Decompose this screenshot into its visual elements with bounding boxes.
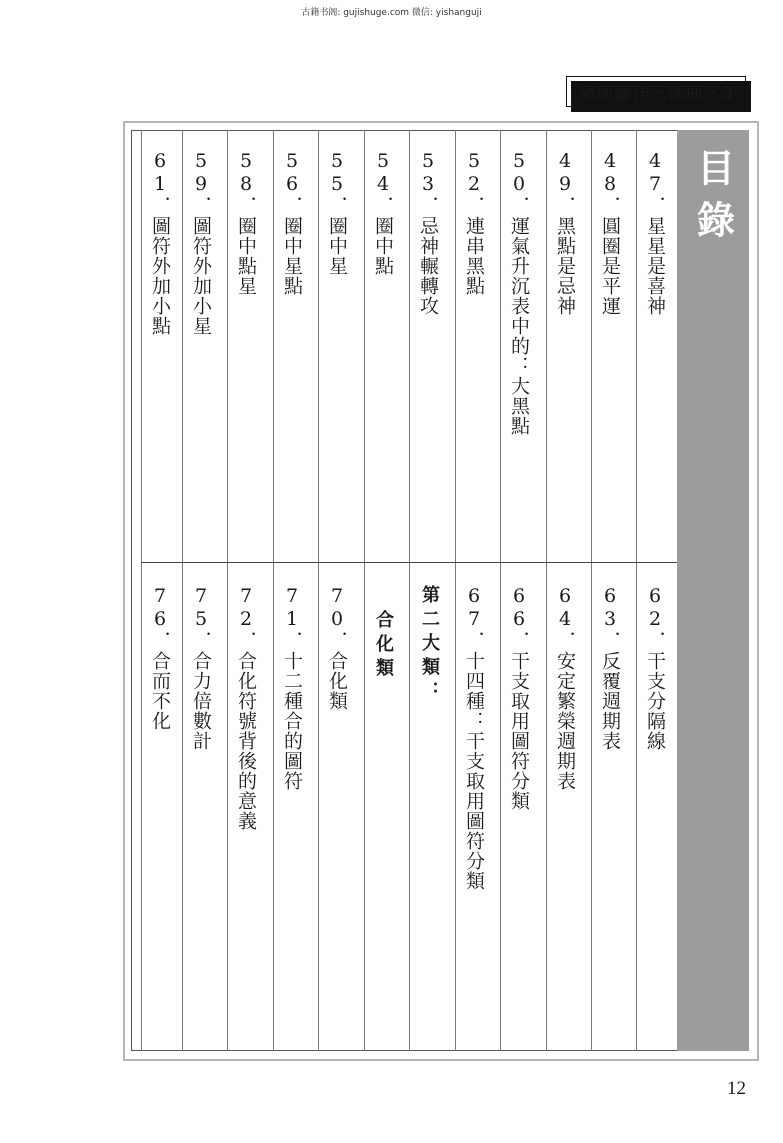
column-divider xyxy=(141,130,142,1051)
toc-entry[interactable]: 48．圓圈是平運 xyxy=(599,150,621,316)
toc-entry[interactable]: 67．十四種：干支取用圖符分類 xyxy=(463,585,485,891)
toc-entry[interactable]: 72．合化符號背後的意義 xyxy=(235,585,257,831)
column-divider xyxy=(546,130,547,1051)
toc-entry[interactable]: 58．圈中點星 xyxy=(235,150,257,296)
column-divider xyxy=(273,130,274,1051)
column-divider xyxy=(500,130,501,1051)
toc-entry[interactable]: 75．合力倍數計 xyxy=(190,585,212,751)
toc-entry[interactable]: 55．圈中星 xyxy=(326,150,348,276)
column-divider xyxy=(591,130,592,1051)
column-divider xyxy=(409,130,410,1051)
toc-entry[interactable]: 49．黑點是忌神 xyxy=(554,150,576,316)
toc-entry[interactable]: 54．圈中點 xyxy=(372,150,394,276)
toc-entry[interactable]: 52．連串黑點 xyxy=(463,150,485,296)
column-divider xyxy=(227,130,228,1051)
column-divider xyxy=(636,130,637,1051)
watermark-text: 古籍书阁: gujishuge.com 微信: yishanguji xyxy=(301,8,482,18)
toc-entry[interactable]: 66．干支取用圖符分類 xyxy=(508,585,530,811)
column-divider xyxy=(318,130,319,1051)
toc-entry[interactable]: 76．合而不化 xyxy=(149,585,171,731)
column-divider xyxy=(455,130,456,1051)
toc-entry[interactable]: 59．圖符外加小星 xyxy=(190,150,212,336)
column-divider xyxy=(364,130,365,1051)
toc-entry[interactable]: 71．十二種合的圖符 xyxy=(281,585,303,791)
toc-title: 目錄 xyxy=(690,148,735,252)
toc-category-heading: 第二大類： xyxy=(419,585,440,705)
toc-category-heading: 合化類 xyxy=(373,610,394,682)
toc-entry[interactable]: 64．安定繁榮週期表 xyxy=(554,585,576,791)
toc-entry[interactable]: 63．反覆週期表 xyxy=(599,585,621,751)
toc-entry[interactable]: 62．干支分隔線 xyxy=(644,585,666,751)
column-divider xyxy=(182,130,183,1051)
toc-entry[interactable]: 56．圈中星點 xyxy=(281,150,303,296)
toc-entry[interactable]: 47．星星是喜神 xyxy=(644,150,666,316)
toc-entry[interactable]: 61．圖符外加小點 xyxy=(149,150,171,336)
toc-entry[interactable]: 50．運氣升沉表中的：大黑點 xyxy=(508,150,530,436)
toc-banner xyxy=(677,130,749,1051)
running-header: 命理操作三部曲・3 xyxy=(566,76,746,107)
page-number: 12 xyxy=(727,1078,746,1099)
toc-entry[interactable]: 53．忌神輾轉攻 xyxy=(417,150,439,316)
section-divider xyxy=(141,562,677,563)
toc-entry[interactable]: 70．合化類 xyxy=(326,585,348,711)
